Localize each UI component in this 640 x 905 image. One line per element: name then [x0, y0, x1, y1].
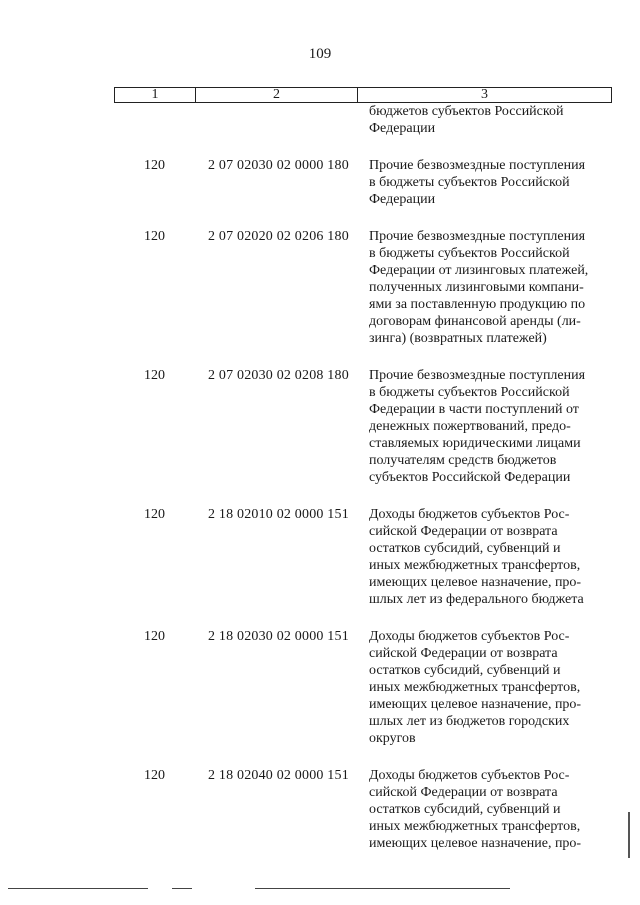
description-line: Федерации: [369, 192, 436, 207]
description-line: Федерации от лизинговых платежей,: [369, 263, 589, 278]
description-line: Федерации: [369, 121, 436, 136]
description-line: получателям средств бюджетов: [369, 453, 557, 468]
description-line: в бюджеты субъектов Российской: [369, 246, 570, 261]
table-row: [0, 228, 640, 347]
description-line: в бюджеты субъектов Российской: [369, 385, 570, 400]
description-line: имеющих целевое назначение, про-: [369, 697, 582, 712]
footer-line-left: [8, 888, 148, 889]
column-header-3: 3: [357, 88, 611, 102]
table-row: [0, 628, 640, 747]
description-line: шлых лет из федерального бюджета: [369, 592, 584, 607]
footer-line-dash: [172, 888, 192, 889]
row-admin-code: 120: [144, 507, 165, 522]
description-line: Доходы бюджетов субъектов Рос-: [369, 768, 570, 783]
table-row: [0, 103, 640, 137]
description-line: сийской Федерации от возврата: [369, 646, 558, 661]
row-description: [369, 228, 609, 347]
row-description: [369, 506, 609, 608]
table-row: [0, 367, 640, 486]
table-row: [0, 157, 640, 208]
row-budget-code: 2 18 02030 02 0000 151: [208, 629, 349, 644]
row-budget-code: 2 07 02030 02 0208 180: [208, 368, 349, 383]
row-budget-code: 2 18 02010 02 0000 151: [208, 507, 349, 522]
description-line: Прочие безвозмездные поступления: [369, 368, 586, 383]
table-row: [0, 506, 640, 608]
page-number: 109: [308, 46, 332, 62]
row-admin-code: 120: [144, 368, 165, 383]
description-line: денежных пожертвований, предо-: [369, 419, 571, 434]
row-description: [369, 628, 609, 747]
description-line: Прочие безвозмездные поступления: [369, 158, 586, 173]
row-budget-code: 2 07 02030 02 0000 180: [208, 158, 349, 173]
description-line: ставляемых юридическими лицами: [369, 436, 581, 451]
row-description: [369, 157, 609, 208]
column-header-1: 1: [151, 87, 159, 102]
description-line: бюджетов субъектов Российской: [369, 104, 564, 119]
description-line: сийской Федерации от возврата: [369, 524, 558, 539]
description-line: остатков субсидий, субвенций и: [369, 802, 561, 817]
description-line: имеющих целевое назначение, про-: [369, 575, 582, 590]
description-line: полученных лизинговыми компани-: [369, 280, 584, 295]
row-description: [369, 767, 609, 852]
row-description: [369, 103, 609, 137]
description-line: Доходы бюджетов субъектов Рос-: [369, 629, 570, 644]
footer-line-right: [255, 888, 510, 889]
row-admin-code: 120: [144, 158, 165, 173]
table-body: [0, 103, 640, 852]
description-line: остатков субсидий, субвенций и: [369, 541, 561, 556]
description-line: зинга) (возвратных платежей): [369, 331, 547, 346]
description-line: остатков субсидий, субвенций и: [369, 663, 561, 678]
description-line: имеющих целевое назначение, про-: [369, 836, 582, 851]
description-line: шлых лет из бюджетов городских: [369, 714, 570, 729]
description-line: Прочие безвозмездные поступления: [369, 229, 586, 244]
description-line: сийской Федерации от возврата: [369, 785, 558, 800]
row-description: [369, 367, 609, 486]
description-line: иных межбюджетных трансфертов,: [369, 819, 581, 834]
description-line: округов: [369, 731, 416, 746]
description-line: субъектов Российской Федерации: [369, 470, 571, 485]
scan-artifact: [628, 812, 630, 858]
description-line: договорам финансовой аренды (ли-: [369, 314, 581, 329]
column-header-2: 2: [195, 88, 357, 102]
description-line: ями за поставленную продукцию по: [369, 297, 586, 312]
description-line: в бюджеты субъектов Российской: [369, 175, 570, 190]
row-admin-code: 120: [144, 229, 165, 244]
row-budget-code: 2 18 02040 02 0000 151: [208, 768, 349, 783]
description-line: иных межбюджетных трансфертов,: [369, 558, 581, 573]
description-line: Федерации в части поступлений от: [369, 402, 579, 417]
table-row: [0, 767, 640, 852]
description-line: Доходы бюджетов субъектов Рос-: [369, 507, 570, 522]
column-header-row: [114, 87, 612, 103]
row-admin-code: 120: [144, 629, 165, 644]
description-line: иных межбюджетных трансфертов,: [369, 680, 581, 695]
row-budget-code: 2 07 02020 02 0206 180: [208, 229, 349, 244]
row-admin-code: 120: [144, 768, 165, 783]
